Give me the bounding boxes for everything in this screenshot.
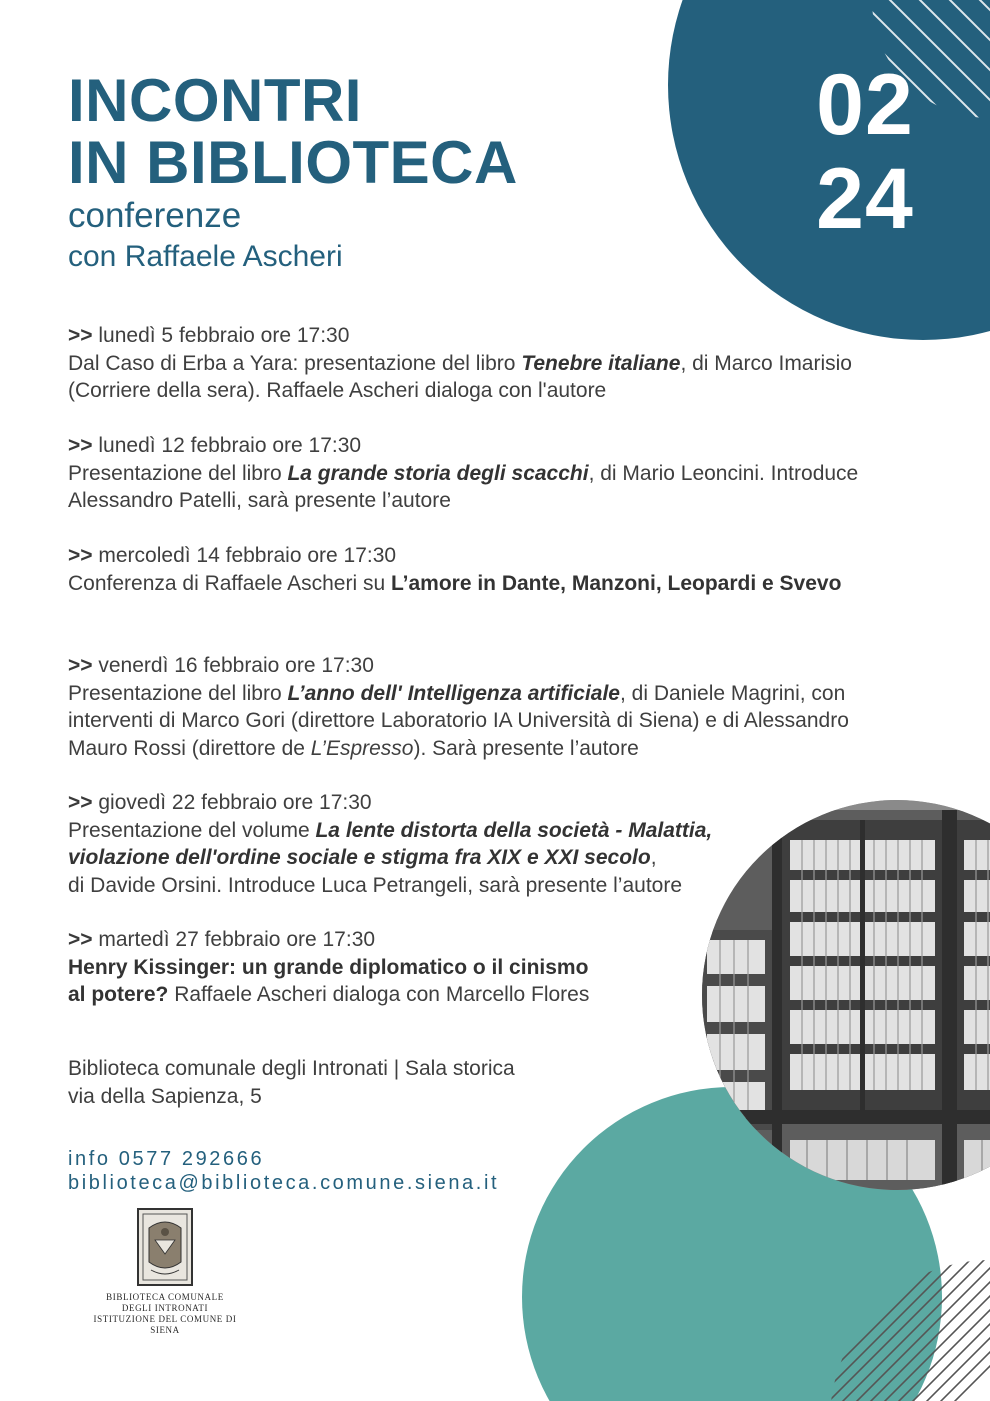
event-arrow: >> [68, 434, 93, 457]
event-item [68, 789, 898, 899]
event-item [68, 652, 898, 762]
venue-address: via della Sapienza, 5 [68, 1085, 262, 1108]
event-description-mid: , di Daniele Magrini, con interventi di Marco Gori (direttore Laboratorio IA Università di Siena) e di Alessandro Mauro Rossi (direttore de [68, 681, 849, 760]
subtitle: conferenze [68, 196, 242, 235]
logo-text-line-3: ISTITUZIONE DEL COMUNE DI SIENA [93, 1314, 237, 1335]
event-arrow: >> [68, 654, 93, 677]
event-description-end: ). Sarà presente l’autore [413, 736, 639, 760]
event-datetime: lunedì 5 febbraio ore 17:30 [98, 324, 350, 347]
subtitle-speaker: con Raffaele Ascheri [68, 240, 343, 273]
date-block [790, 58, 940, 246]
event-arrow: >> [68, 928, 93, 951]
contact-info [68, 1147, 499, 1195]
event-datetime: mercoledì 14 febbraio ore 17:30 [98, 544, 397, 567]
event-description-end: , di Marco Imarisio (Corriere della sera). Raffaele Ascheri dialoga con l'autore [68, 351, 852, 402]
event-description-end: Raffaele Ascheri dialoga con Marcello Flores [168, 983, 590, 1006]
book-title: La grande storia degli scacchi [287, 461, 589, 485]
conference-topic-line-1: Henry Kissinger: un grande diplomatico o il cinismo [68, 955, 589, 979]
book-title-line-2: violazione dell'ordine sociale e stigma fra XIX e XXI secolo [68, 846, 651, 869]
book-title: Tenebre italiane [521, 351, 681, 375]
page-title [68, 67, 518, 196]
contact-phone[interactable]: info 0577 292666 [68, 1148, 265, 1170]
conference-topic-line-2: al potere? [68, 983, 169, 1006]
library-crest-icon [137, 1208, 193, 1286]
logo-text-line-1: BIBLIOTECA COMUNALE [106, 1292, 224, 1302]
event-description-end: , di Mario Leoncini. Introduce Alessandro Patelli, sarà presente l’autore [68, 461, 859, 512]
contact-email[interactable]: biblioteca@biblioteca.comune.siena.it [68, 1172, 500, 1194]
event-arrow: >> [68, 324, 93, 347]
event-item [68, 542, 898, 597]
logo-text-line-2: DEGLI INTRONATI [121, 1303, 209, 1313]
book-title-line-1: La lente distorta della società - Malattia, [315, 818, 713, 842]
date-month: 02 [816, 57, 914, 153]
event-datetime: lunedì 12 febbraio ore 17:30 [98, 434, 362, 457]
book-title: L’anno dell' Intelligenza artificiale [287, 681, 620, 705]
event-datetime: venerdì 16 febbraio ore 17:30 [98, 654, 374, 677]
event-description: Presentazione del volume [68, 818, 316, 842]
event-arrow: >> [68, 791, 93, 814]
conference-topic: L’amore in Dante, Manzoni, Leopardi e Svevo [390, 571, 842, 595]
event-description-comma: , [650, 846, 657, 869]
library-logo [90, 1208, 240, 1336]
date-year: 24 [816, 151, 914, 247]
event-description: Presentazione del libro [68, 681, 288, 705]
venue-info [68, 1055, 515, 1111]
event-description: Dal Caso di Erba a Yara: presentazione del libro [68, 351, 522, 375]
event-description-end: di Davide Orsini. Introduce Luca Petrangeli, sarà presente l’autore [68, 873, 683, 897]
event-item [68, 432, 898, 515]
event-datetime: giovedì 22 febbraio ore 17:30 [98, 791, 372, 814]
event-description: Presentazione del libro [68, 461, 288, 485]
event-description: Conferenza di Raffaele Ascheri su [68, 571, 391, 595]
event-arrow: >> [68, 544, 93, 567]
title-line-1: INCONTRI [68, 67, 362, 134]
hatch-pattern-bottom [820, 1250, 990, 1401]
venue-name: Biblioteca comunale degli Intronati | Sala storica [68, 1057, 515, 1080]
magazine-title: L’Espresso [310, 736, 414, 760]
event-item [68, 322, 898, 405]
event-item [68, 926, 898, 1009]
title-line-2: IN BIBLIOTECA [68, 129, 518, 196]
event-datetime: martedì 27 febbraio ore 17:30 [98, 928, 376, 951]
